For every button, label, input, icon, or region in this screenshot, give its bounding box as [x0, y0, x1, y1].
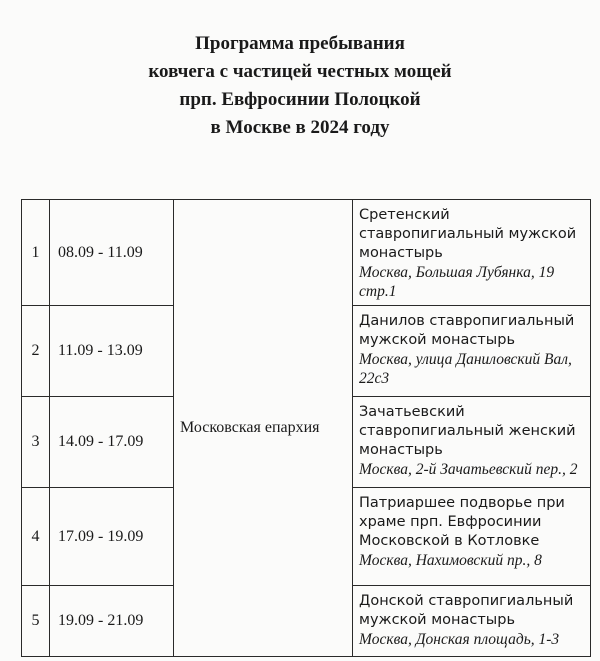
place-address: Москва, Нахимовский пр., 8	[359, 552, 542, 569]
place-name: Патриаршее подворье при храме прп. Евфросинии Московской в Котловке	[359, 495, 565, 549]
title-line-3: прп. Евфросинии Полоцкой	[179, 89, 421, 110]
row-place	[353, 586, 591, 657]
diocese-cell: Московская епархия	[174, 200, 353, 657]
title-line-2: ковчега с частицей честных мощей	[148, 61, 452, 82]
title-line-1: Программа пребывания	[195, 33, 405, 54]
row-number: 2	[22, 306, 50, 397]
row-dates: 11.09 - 13.09	[50, 306, 174, 397]
row-dates: 08.09 - 11.09	[50, 200, 174, 306]
schedule-table	[21, 199, 591, 657]
row-number: 1	[22, 200, 50, 306]
place-name: Сретенский ставропигиальный мужской монастырь	[359, 207, 577, 261]
place-address: Москва, Донская площадь, 1-3	[359, 631, 560, 648]
place-address: Москва, 2-й Зачатьевский пер., 2	[359, 461, 578, 478]
row-number: 5	[22, 586, 50, 657]
row-dates: 19.09 - 21.09	[50, 586, 174, 657]
row-place	[353, 200, 591, 306]
table-row	[22, 200, 591, 306]
document-title	[0, 30, 600, 142]
place-name: Зачатьевский ставропигиальный женский монастырь	[359, 404, 576, 458]
row-number: 4	[22, 488, 50, 586]
place-address: Москва, улица Даниловский Вал, 22с3	[359, 351, 572, 387]
row-number: 3	[22, 397, 50, 488]
row-dates: 17.09 - 19.09	[50, 488, 174, 586]
title-line-4: в Москве в 2024 году	[210, 117, 390, 138]
place-address: Москва, Большая Лубянка, 19 стр.1	[359, 264, 555, 300]
place-name: Данилов ставропигиальный мужской монастырь	[359, 313, 575, 348]
row-place	[353, 397, 591, 488]
row-dates: 14.09 - 17.09	[50, 397, 174, 488]
row-place	[353, 306, 591, 397]
row-place	[353, 488, 591, 586]
place-name: Донской ставропигиальный мужской монастырь	[359, 593, 574, 628]
